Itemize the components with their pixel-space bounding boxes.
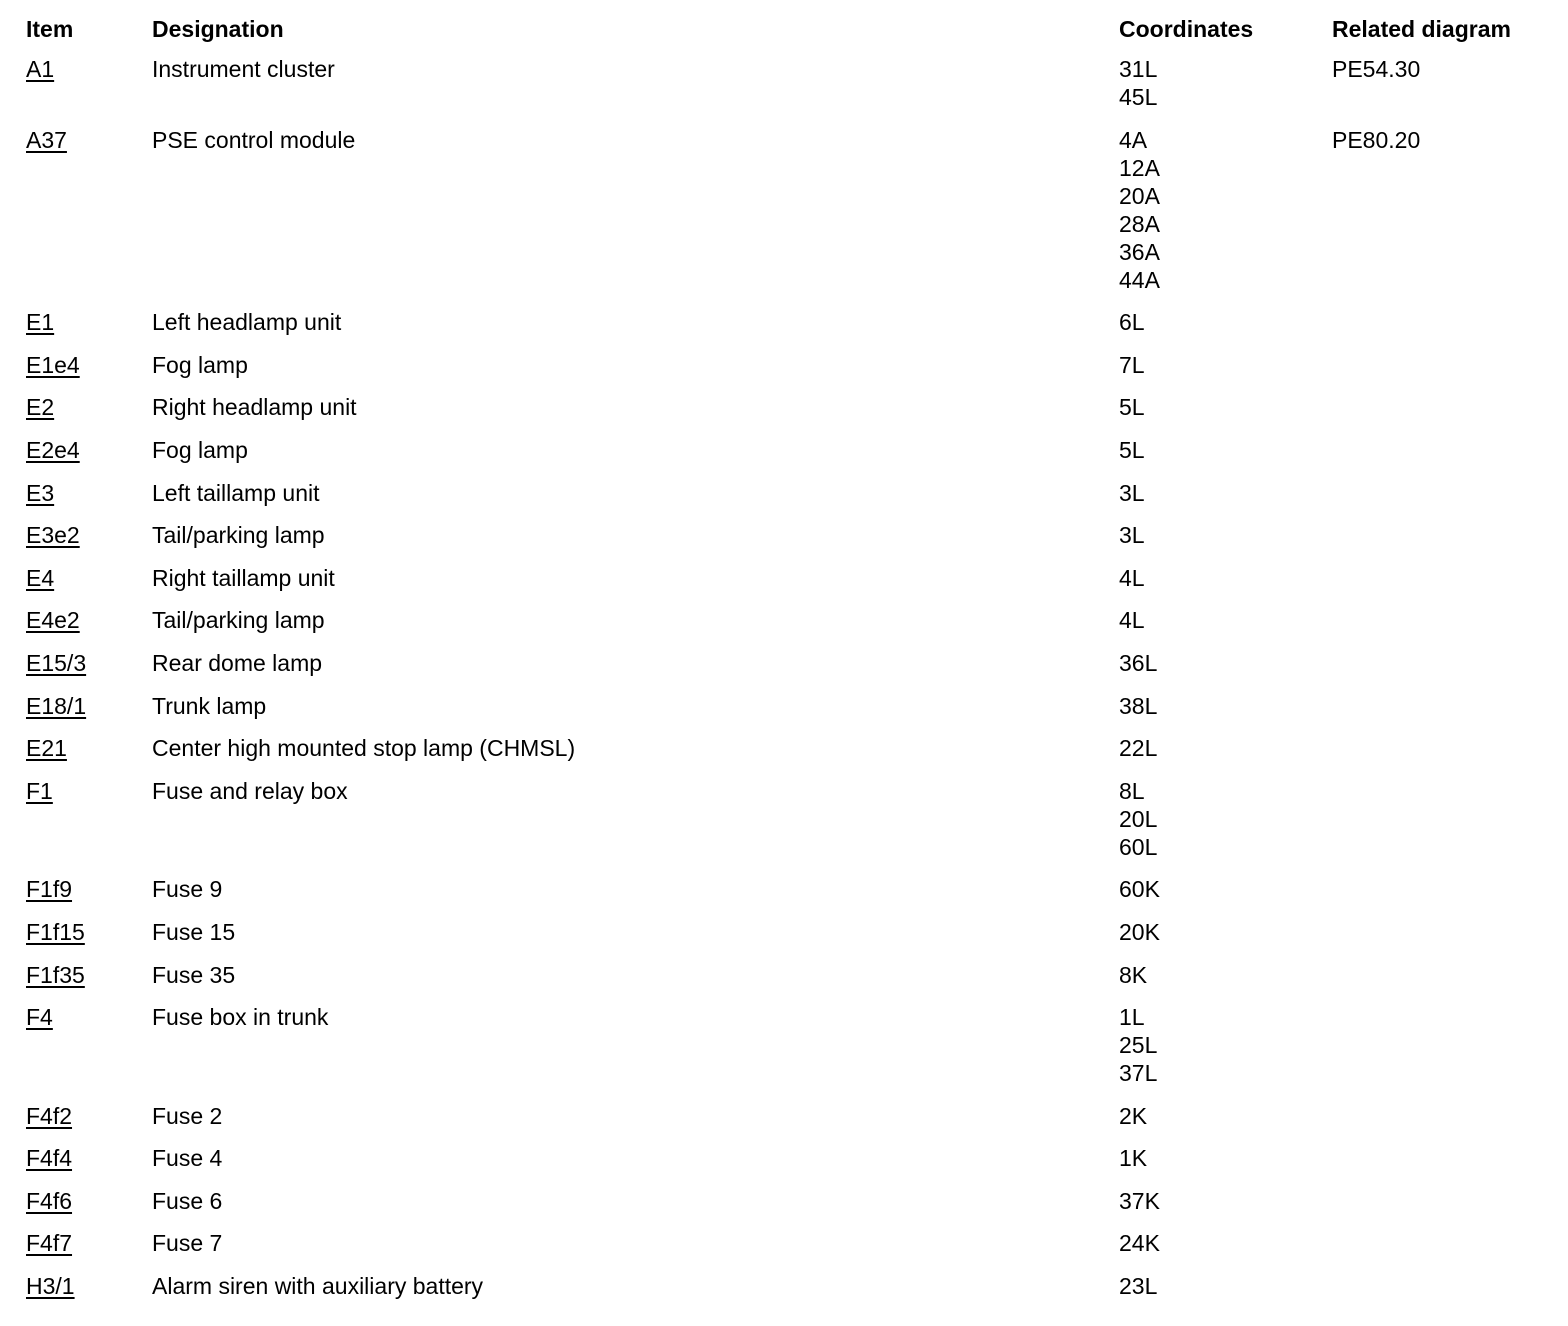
coordinate-value: 23L (1119, 1273, 1158, 1300)
coordinate-value: 31L (1119, 56, 1158, 82)
coordinate-value: 20K (1119, 918, 1160, 945)
coordinates-cell (1119, 351, 1332, 394)
coordinates-cell (1119, 649, 1332, 692)
table-row (26, 777, 1556, 876)
coordinate-value: 24K (1119, 1230, 1160, 1257)
item-link[interactable]: E21 (26, 735, 67, 762)
coordinate-value: 25L (1119, 1032, 1158, 1059)
coordinate-value: 1L (1119, 1004, 1145, 1031)
legend-body (26, 55, 1556, 1315)
item-link[interactable]: E4 (26, 564, 55, 591)
header-designation: Designation (152, 16, 284, 42)
related-diagram-cell (1332, 649, 1556, 692)
table-row (26, 1102, 1556, 1145)
related-diagram-cell (1332, 436, 1556, 479)
table-row (26, 479, 1556, 522)
table-row (26, 1144, 1556, 1187)
table-row (26, 734, 1556, 777)
table-row (26, 692, 1556, 735)
item-link[interactable]: F4f4 (26, 1145, 73, 1172)
item-cell (26, 564, 152, 607)
coordinates-cell (1119, 1102, 1332, 1145)
related-diagram-cell: PE80.20 (1332, 126, 1421, 153)
item-cell (26, 308, 152, 351)
item-cell (26, 1187, 152, 1230)
coordinates-cell (1119, 1144, 1332, 1187)
designation-cell: Fuse 6 (152, 1187, 223, 1214)
related-diagram-cell (1332, 606, 1556, 649)
coordinate-value: 6L (1119, 309, 1145, 336)
related-diagram-cell (1332, 479, 1556, 522)
coordinates-cell (1119, 1272, 1332, 1315)
designation-cell: Right headlamp unit (152, 394, 357, 421)
related-diagram-cell (1332, 564, 1556, 607)
coordinate-value: 44A (1119, 266, 1160, 293)
related-diagram-cell (1332, 777, 1556, 876)
related-diagram-cell (1332, 1102, 1556, 1145)
coordinate-value: 4L (1119, 607, 1145, 634)
component-legend-table (26, 10, 1556, 1315)
item-cell (26, 351, 152, 394)
designation-cell: Fog lamp (152, 351, 248, 378)
table-row (26, 521, 1556, 564)
item-link[interactable]: F1 (26, 777, 53, 804)
item-link[interactable]: A1 (26, 56, 55, 82)
coordinates-cell (1119, 875, 1332, 918)
header-item: Item (26, 16, 74, 42)
designation-cell: Fuse 2 (152, 1102, 223, 1129)
coordinates-cell (1119, 1229, 1332, 1272)
related-diagram-cell (1332, 393, 1556, 436)
coordinate-value: 3L (1119, 479, 1145, 506)
item-link[interactable]: E2e4 (26, 436, 80, 463)
item-cell (26, 436, 152, 479)
designation-cell: Fuse 15 (152, 918, 236, 945)
item-link[interactable]: F1f9 (26, 876, 73, 903)
item-cell (26, 692, 152, 735)
table-row (26, 875, 1556, 918)
designation-cell: Rear dome lamp (152, 649, 323, 676)
table-row (26, 1229, 1556, 1272)
table-row (26, 961, 1556, 1004)
item-link[interactable]: F1f15 (26, 918, 85, 945)
coordinate-value: 60K (1119, 876, 1160, 903)
coordinates-cell (1119, 777, 1332, 876)
related-diagram-cell (1332, 1272, 1556, 1315)
related-diagram-cell (1332, 961, 1556, 1004)
header-row (26, 10, 1556, 55)
coordinates-cell (1119, 918, 1332, 961)
coordinates-cell (1119, 564, 1332, 607)
related-diagram-cell (1332, 875, 1556, 918)
coordinate-value: 8L (1119, 777, 1145, 804)
coordinates-cell (1119, 55, 1332, 126)
coordinates-cell (1119, 521, 1332, 564)
related-diagram-cell: PE54.30 (1332, 56, 1421, 82)
item-link[interactable]: E3 (26, 479, 55, 506)
related-diagram-cell (1332, 1229, 1556, 1272)
related-diagram-cell (1332, 692, 1556, 735)
coordinate-value: 37L (1119, 1060, 1158, 1087)
item-cell (26, 649, 152, 692)
designation-cell: Alarm siren with auxiliary battery (152, 1273, 484, 1300)
item-cell (26, 55, 152, 126)
item-cell (26, 1272, 152, 1315)
coordinate-value: 36A (1119, 238, 1160, 265)
header-related-diagram: Related diagram (1332, 16, 1511, 42)
coordinates-cell (1119, 393, 1332, 436)
designation-cell: Fuse 4 (152, 1145, 223, 1172)
coordinate-value: 60L (1119, 833, 1158, 860)
designation-cell: Left headlamp unit (152, 309, 342, 336)
table-row (26, 126, 1556, 309)
item-link[interactable]: E2 (26, 394, 55, 421)
item-link[interactable]: E15/3 (26, 649, 87, 676)
coordinate-value: 20A (1119, 182, 1160, 209)
item-cell (26, 777, 152, 876)
related-diagram-cell (1332, 351, 1556, 394)
designation-cell: Fuse box in trunk (152, 1004, 329, 1031)
coordinate-value: 1K (1119, 1145, 1148, 1172)
designation-cell: Fuse and relay box (152, 777, 348, 804)
table-row (26, 1272, 1556, 1315)
designation-cell: Trunk lamp (152, 692, 267, 719)
coordinate-value: 22L (1119, 735, 1158, 762)
coordinate-value: 20L (1119, 805, 1158, 832)
coordinate-value: 4L (1119, 564, 1145, 591)
table-row (26, 55, 1556, 126)
coordinate-value: 8K (1119, 961, 1148, 988)
header-coordinates: Coordinates (1119, 16, 1254, 42)
coordinate-value: 28A (1119, 210, 1160, 237)
coordinates-cell (1119, 1187, 1332, 1230)
designation-cell: Left taillamp unit (152, 479, 320, 506)
coordinate-value: 5L (1119, 436, 1145, 463)
table-row (26, 436, 1556, 479)
item-link[interactable]: E1e4 (26, 351, 80, 378)
table-row (26, 564, 1556, 607)
coordinates-cell (1119, 126, 1332, 309)
item-link[interactable]: F4f7 (26, 1230, 73, 1257)
coordinates-cell (1119, 734, 1332, 777)
designation-cell: Fuse 35 (152, 961, 236, 988)
related-diagram-cell (1332, 1187, 1556, 1230)
item-link[interactable]: F1f35 (26, 961, 85, 988)
item-cell (26, 1229, 152, 1272)
coordinates-cell (1119, 606, 1332, 649)
table-row (26, 649, 1556, 692)
coordinates-cell (1119, 308, 1332, 351)
designation-cell: Fog lamp (152, 436, 248, 463)
item-cell (26, 126, 152, 309)
item-link[interactable]: H3/1 (26, 1273, 75, 1300)
item-cell (26, 521, 152, 564)
related-diagram-cell (1332, 918, 1556, 961)
item-cell (26, 1003, 152, 1102)
coordinate-value: 3L (1119, 522, 1145, 549)
designation-cell: Fuse 7 (152, 1230, 223, 1257)
legend-header (26, 10, 1556, 55)
related-diagram-cell (1332, 1144, 1556, 1187)
designation-cell: Fuse 9 (152, 876, 223, 903)
table-row (26, 351, 1556, 394)
item-cell (26, 606, 152, 649)
coordinate-value: 45L (1119, 84, 1158, 110)
related-diagram-cell (1332, 1003, 1556, 1102)
coordinate-value: 37K (1119, 1187, 1160, 1214)
coordinate-value: 38L (1119, 692, 1158, 719)
item-link[interactable]: E3e2 (26, 522, 80, 549)
item-cell (26, 393, 152, 436)
designation-cell: Tail/parking lamp (152, 607, 325, 634)
item-cell (26, 1144, 152, 1187)
table-row (26, 393, 1556, 436)
coordinates-cell (1119, 692, 1332, 735)
item-link[interactable]: A37 (26, 126, 67, 153)
designation-cell: Right taillamp unit (152, 564, 335, 591)
table-row (26, 1003, 1556, 1102)
coordinate-value: 36L (1119, 649, 1158, 676)
coordinate-value: 4A (1119, 126, 1148, 153)
item-cell (26, 479, 152, 522)
item-cell (26, 875, 152, 918)
designation-cell: PSE control module (152, 126, 356, 153)
coordinate-value: 5L (1119, 394, 1145, 421)
item-link[interactable]: F4f2 (26, 1102, 73, 1129)
item-cell (26, 918, 152, 961)
coordinate-value: 12A (1119, 154, 1160, 181)
related-diagram-cell (1332, 308, 1556, 351)
item-link[interactable]: E1 (26, 309, 55, 336)
coordinates-cell (1119, 961, 1332, 1004)
designation-cell: Center high mounted stop lamp (CHMSL) (152, 735, 576, 762)
item-cell (26, 961, 152, 1004)
related-diagram-cell (1332, 521, 1556, 564)
item-link[interactable]: E4e2 (26, 607, 80, 634)
coordinates-cell (1119, 436, 1332, 479)
item-link[interactable]: F4 (26, 1004, 53, 1031)
item-link[interactable]: F4f6 (26, 1187, 73, 1214)
coordinate-value: 2K (1119, 1102, 1148, 1129)
item-cell (26, 734, 152, 777)
table-row (26, 918, 1556, 961)
coordinate-value: 7L (1119, 351, 1145, 378)
item-cell (26, 1102, 152, 1145)
table-row (26, 606, 1556, 649)
coordinates-cell (1119, 479, 1332, 522)
table-row (26, 1187, 1556, 1230)
coordinates-cell (1119, 1003, 1332, 1102)
related-diagram-cell (1332, 734, 1556, 777)
item-link[interactable]: E18/1 (26, 692, 87, 719)
table-row (26, 308, 1556, 351)
designation-cell: Instrument cluster (152, 56, 335, 82)
designation-cell: Tail/parking lamp (152, 522, 325, 549)
